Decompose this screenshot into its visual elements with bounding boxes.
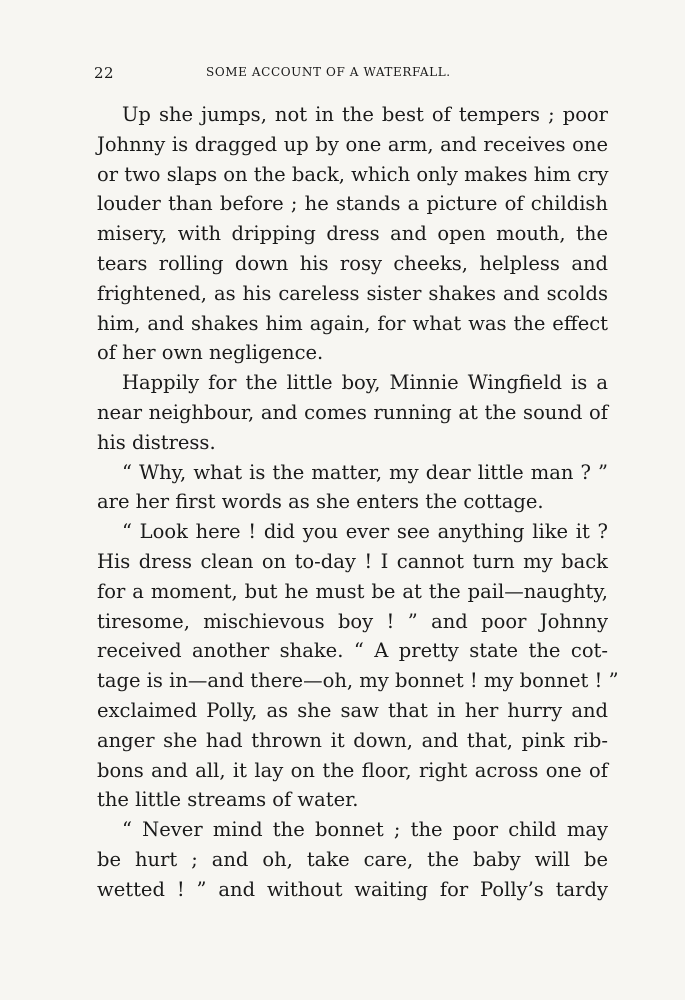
text-line: wetted ! ” and without waiting for Polly’s tardy (97, 877, 608, 901)
text-line: frightened, as his careless sister shakes and scolds (97, 281, 608, 305)
text-line: or two slaps on the back, which only makes him cry (97, 162, 609, 186)
text-line: for a moment, but he must be at the pail—naughty, (97, 579, 608, 603)
text-line: Johnny is dragged up by one arm, and receives one (97, 132, 608, 156)
text-line: anger she had thrown it down, and that, pink rib- (97, 728, 608, 752)
text-line: misery, with dripping dress and open mouth, the (97, 222, 608, 246)
text-line: tage is in—and there—oh, my bonnet ! my bonnet ! ” (97, 669, 619, 693)
text-line: are her first words as she enters the cottage. (97, 490, 544, 514)
text-line: received another shake. “ A pretty state the cot- (97, 639, 608, 663)
body-text (97, 100, 619, 905)
text-line: of her own negligence. (97, 341, 324, 365)
text-line: be hurt ; and oh, take care, the baby will be (97, 847, 608, 871)
text-line: His dress clean on to-day ! I cannot turn my back (97, 549, 608, 573)
text-line: tears rolling down his rosy cheeks, helpless and (97, 251, 608, 275)
text-line: his distress. (97, 430, 216, 454)
text-line: Happily for the little boy, Minnie Wingfield is a (122, 371, 608, 395)
text-line: “ Look here ! did you ever see anything like it ? (122, 520, 608, 544)
text-line: exclaimed Polly, as she saw that in her hurry and (97, 698, 608, 722)
text-line: “ Never mind the bonnet ; the poor child may (122, 818, 608, 842)
text-line: the little streams of water. (97, 788, 359, 812)
text-line: Up she jumps, not in the best of tempers ; poor (122, 103, 608, 126)
text-line: near neighbour, and comes running at the sound of (97, 400, 608, 424)
text-line: “ Why, what is the matter, my dear little man ? ” (122, 460, 608, 484)
running-head (94, 64, 606, 84)
page-number: 22 (94, 64, 115, 82)
text-line: tiresome, mischievous boy ! ” and poor Johnny (97, 609, 608, 633)
text-line: him, and shakes him again, for what was the effect (97, 311, 608, 335)
running-title: SOME ACCOUNT OF A WATERFALL. (206, 65, 451, 79)
text-line: bons and all, it lay on the floor, right across one of (97, 758, 608, 782)
text-line: louder than before ; he stands a picture of childish (97, 192, 608, 216)
